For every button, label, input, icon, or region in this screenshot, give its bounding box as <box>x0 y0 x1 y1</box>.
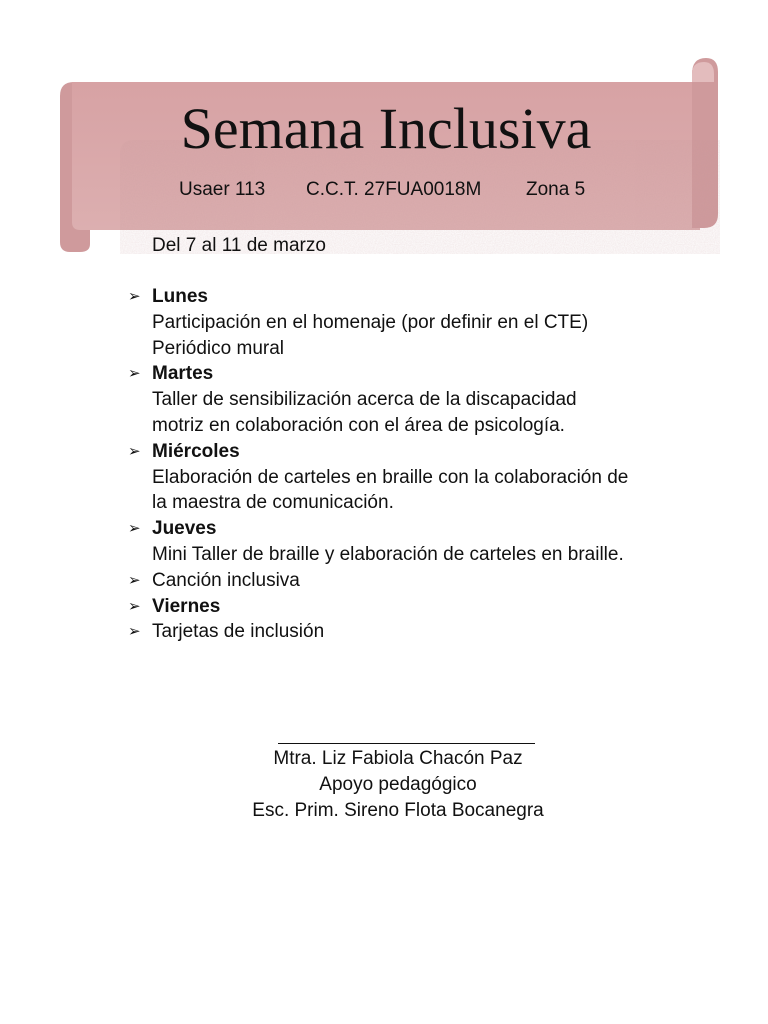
day-label: Lunes <box>152 286 208 307</box>
activity-text: Taller de sensibilización acerca de la discapacidad <box>152 389 577 411</box>
agenda-list <box>128 284 688 645</box>
day-label: Miércoles <box>152 440 240 462</box>
activity-text: Elaboración de carteles en braille con la colaboración de <box>152 466 629 488</box>
signature-school: Esc. Prim. Sireno Flota Bocanegra <box>252 800 544 821</box>
arrow-bullet-icon: ➢ <box>128 288 141 305</box>
arrow-bullet-icon: ➢ <box>128 520 141 538</box>
cct-label: C.C.T. 27FUA0018M <box>306 179 482 200</box>
usaer-label: Usaer 113 <box>179 179 266 200</box>
arrow-bullet-icon: ➢ <box>128 442 141 460</box>
agenda-item-viernes <box>128 594 688 620</box>
activity-text: Participación en el homenaje (por definir en el CTE) <box>152 311 589 333</box>
activity-text: la maestra de comunicación. <box>152 492 394 514</box>
agenda-item-cancion <box>128 568 688 594</box>
agenda-item-miercoles <box>128 439 688 516</box>
activity-text: Canción inclusiva <box>152 569 300 591</box>
agenda-item-lunes <box>128 284 688 361</box>
activity-text: Mini Taller de braille y elaboración de carteles en braille. <box>152 543 624 565</box>
activity-text: Tarjetas de inclusión <box>152 621 325 643</box>
signature-role: Apoyo pedagógico <box>319 774 477 795</box>
zona-label: Zona 5 <box>526 179 586 200</box>
signature-name: Mtra. Liz Fabiola Chacón Paz <box>273 748 523 769</box>
activity-text: Periódico mural <box>152 337 284 359</box>
arrow-bullet-icon: ➢ <box>128 365 141 383</box>
agenda-item-tarjetas <box>128 619 688 645</box>
date-range: Del 7 al 11 de marzo <box>152 235 326 256</box>
day-label: Martes <box>152 363 214 385</box>
page-title: Semana Inclusiva <box>180 96 592 161</box>
day-label: Viernes <box>152 595 221 617</box>
signature-line <box>278 743 535 744</box>
arrow-bullet-icon: ➢ <box>128 571 141 589</box>
arrow-bullet-icon: ➢ <box>128 597 141 615</box>
agenda-item-martes <box>128 361 688 438</box>
day-label: Jueves <box>152 518 217 540</box>
agenda-item-jueves <box>128 516 688 568</box>
activity-text: motriz en colaboración con el área de psicología. <box>152 414 565 436</box>
arrow-bullet-icon: ➢ <box>128 623 141 641</box>
